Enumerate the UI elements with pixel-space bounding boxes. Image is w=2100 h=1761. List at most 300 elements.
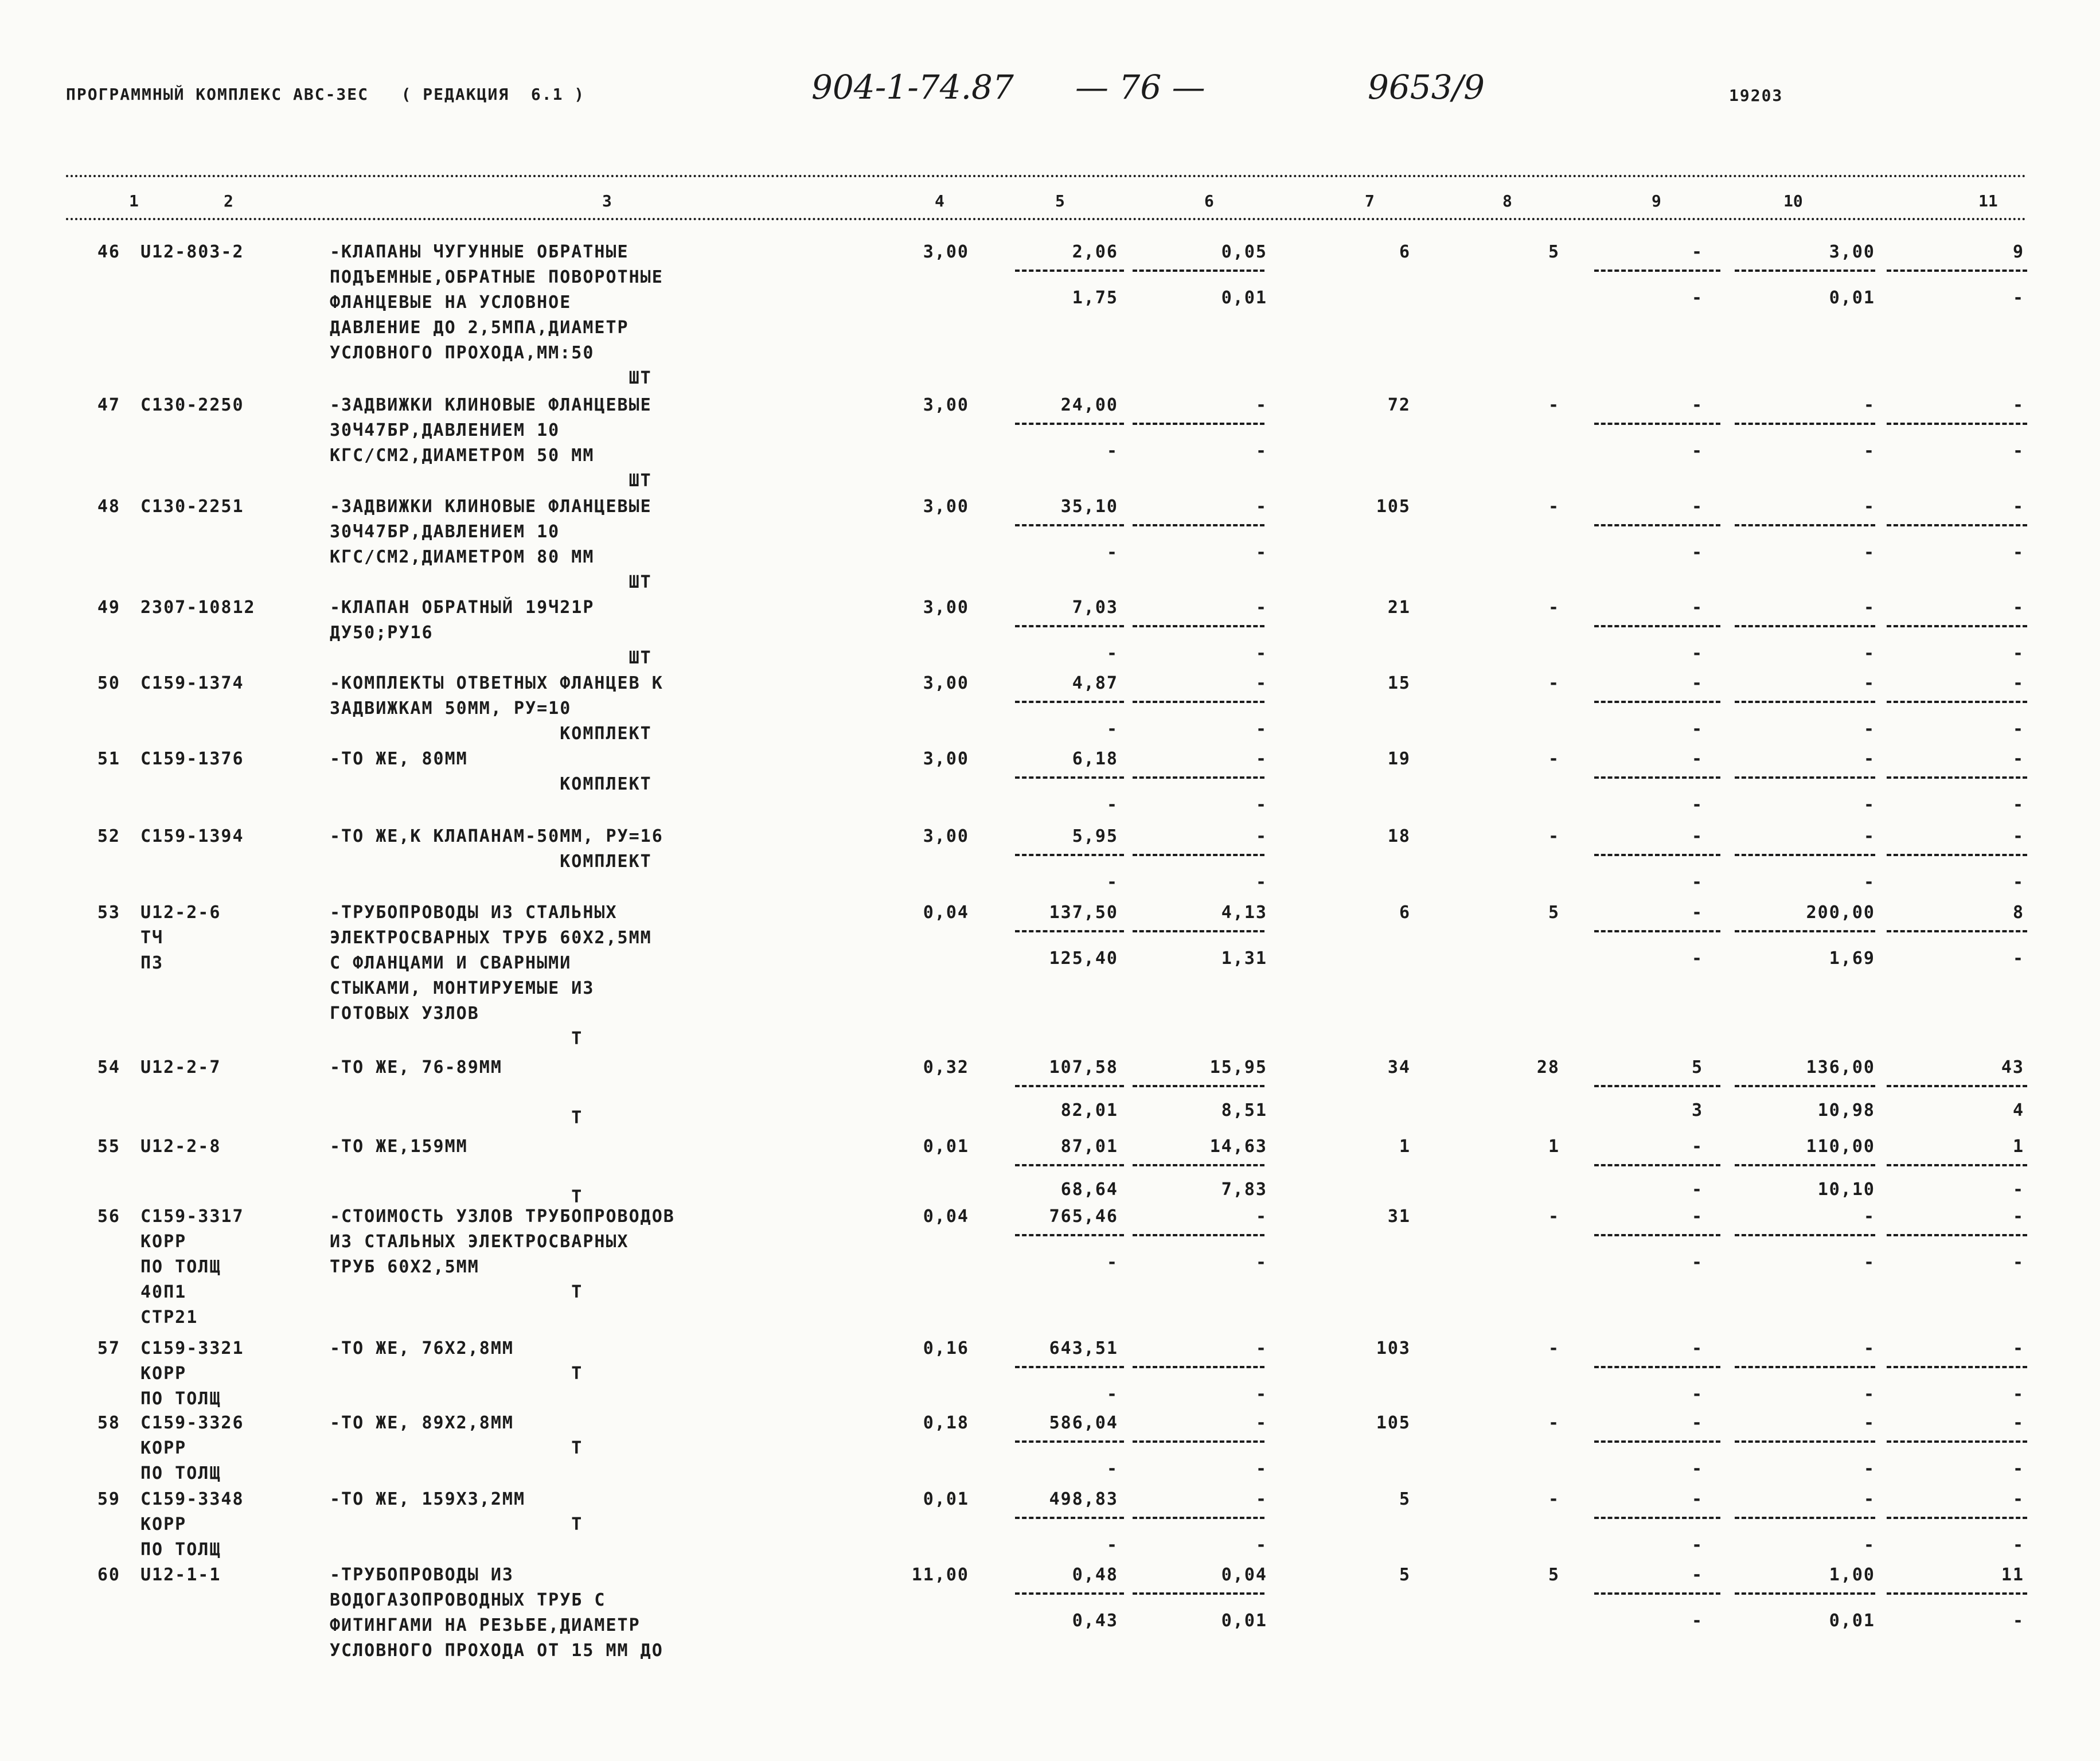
col9-value: -: [1691, 1565, 1703, 1585]
col5-divider: [1015, 1440, 1124, 1443]
row-number: 59: [97, 1489, 120, 1509]
col10-divider: [1735, 776, 1875, 779]
col9-subvalue: -: [1691, 1611, 1703, 1631]
col7-value: 72: [1387, 395, 1411, 415]
resource-code: С159-3321 КОРР ПО ТОЛЩ: [140, 1338, 244, 1409]
col6-divider: [1133, 625, 1264, 627]
col10-value: -: [1863, 598, 1875, 618]
col7-value: 1: [1399, 1137, 1411, 1157]
col6-subvalue: -: [1255, 441, 1267, 461]
col9-divider: [1594, 1234, 1720, 1236]
col5-subvalue: -: [1106, 1384, 1118, 1404]
col5-subvalue: 82,01: [1060, 1100, 1118, 1120]
col11-divider: [1887, 1085, 2027, 1087]
column-number: 6: [1204, 192, 1214, 210]
col6-subvalue: -: [1255, 1252, 1267, 1272]
col11-divider: [1887, 1366, 2027, 1368]
col6-value: 4,13: [1221, 903, 1267, 923]
col9-subvalue: 3: [1691, 1100, 1703, 1120]
col6-value: 14,63: [1209, 1137, 1267, 1157]
col10-value: -: [1863, 395, 1875, 415]
row-number: 53: [97, 903, 120, 923]
col10-value: -: [1863, 826, 1875, 846]
row-number: 55: [97, 1137, 120, 1157]
col10-subvalue: -: [1863, 643, 1875, 663]
col9-divider: [1594, 524, 1720, 526]
resource-description: -ЗАДВИЖКИ КЛИНОВЫЕ ФЛАНЦЕВЫЕ 30Ч47БР,ДАВЛЕНИЕМ 10 КГС/СМ2,ДИАМЕТРОМ 80 ММ ШТ: [330, 497, 652, 592]
col11-divider: [1887, 1517, 2027, 1519]
col10-divider: [1735, 524, 1875, 526]
col6-value: -: [1255, 497, 1267, 517]
col10-subvalue: -: [1863, 1535, 1875, 1555]
quantity-cell: 3,00: [923, 598, 969, 618]
col5-value: 4,87: [1072, 673, 1118, 693]
row-number: 58: [97, 1413, 120, 1433]
col6-divider: [1133, 524, 1264, 526]
document-number: 19203: [1729, 86, 1783, 105]
col11-subvalue: -: [2012, 542, 2024, 563]
col6-subvalue: 7,83: [1221, 1180, 1267, 1200]
col9-value: -: [1691, 598, 1703, 618]
row-number: 46: [97, 242, 120, 262]
col6-divider: [1133, 776, 1264, 779]
resource-description: -ТО ЖЕ, 159Х3,2ММ Т: [330, 1489, 583, 1534]
col7-value: 5: [1399, 1489, 1411, 1509]
handwritten-project-code: 904-1-74.87: [811, 68, 1014, 107]
column-number: 10: [1783, 192, 1803, 210]
col11-divider: [1887, 1592, 2027, 1595]
col11-divider: [1887, 776, 2027, 779]
col6-value: -: [1255, 598, 1267, 618]
col5-subvalue: -: [1106, 1459, 1118, 1479]
col11-divider: [1887, 1440, 2027, 1443]
col5-divider: [1015, 776, 1124, 779]
col6-subvalue: 8,51: [1221, 1100, 1267, 1120]
col11-divider: [1887, 1234, 2027, 1236]
col6-divider: [1133, 423, 1264, 425]
col8-value: -: [1548, 598, 1560, 618]
resource-description: -СТОИМОСТЬ УЗЛОВ ТРУБОПРОВОДОВ ИЗ СТАЛЬНЫХ ЭЛЕКТРОСВАРНЫХ ТРУБ 60Х2,5ММ Т: [330, 1206, 675, 1302]
col10-subvalue: -: [1863, 1384, 1875, 1404]
col9-value: -: [1691, 1206, 1703, 1227]
col5-subvalue: 125,40: [1049, 948, 1118, 969]
col9-value: -: [1691, 1413, 1703, 1433]
col11-subvalue: -: [2012, 795, 2024, 815]
col5-divider: [1015, 423, 1124, 425]
col6-value: 0,04: [1221, 1565, 1267, 1585]
col11-subvalue: -: [2012, 948, 2024, 969]
col5-subvalue: -: [1106, 1535, 1118, 1555]
col10-value: -: [1863, 673, 1875, 693]
col9-value: -: [1691, 749, 1703, 769]
quantity-cell: 3,00: [923, 395, 969, 415]
col8-value: 5: [1548, 903, 1560, 923]
quantity-cell: 11,00: [911, 1565, 969, 1585]
col6-value: -: [1255, 1338, 1267, 1358]
col11-divider: [1887, 270, 2027, 272]
col11-value: -: [2012, 395, 2024, 415]
col8-value: 5: [1548, 1565, 1560, 1585]
col11-value: -: [2012, 497, 2024, 517]
col7-value: 19: [1387, 749, 1411, 769]
col11-value: -: [2012, 1338, 2024, 1358]
col6-subvalue: 1,31: [1221, 948, 1267, 969]
col9-value: -: [1691, 1338, 1703, 1358]
row-number: 57: [97, 1338, 120, 1358]
col5-divider: [1015, 1085, 1124, 1087]
col9-subvalue: -: [1691, 1252, 1703, 1272]
resource-description: -КЛАПАН ОБРАТНЫЙ 19Ч21Р ДУ50;РУ16 ШТ: [330, 598, 652, 668]
row-number: 48: [97, 497, 120, 517]
col5-subvalue: -: [1106, 795, 1118, 815]
resource-code: С159-3317 КОРР ПО ТОЛЩ 40П1 СТР21: [140, 1206, 244, 1327]
col9-divider: [1594, 1164, 1720, 1166]
quantity-cell: 0,32: [923, 1057, 969, 1077]
col9-subvalue: -: [1691, 795, 1703, 815]
col8-value: -: [1548, 1338, 1560, 1358]
col10-divider: [1735, 1366, 1875, 1368]
col7-value: 105: [1376, 497, 1411, 517]
col5-divider: [1015, 930, 1124, 932]
col9-value: -: [1691, 497, 1703, 517]
col6-value: -: [1255, 673, 1267, 693]
col10-value: -: [1863, 749, 1875, 769]
col6-subvalue: -: [1255, 542, 1267, 563]
resource-code: С159-3326 КОРР ПО ТОЛЩ: [140, 1413, 244, 1483]
col10-divider: [1735, 1164, 1875, 1166]
col10-divider: [1735, 701, 1875, 703]
col9-divider: [1594, 625, 1720, 627]
resource-code: С130-2250: [140, 395, 244, 415]
col9-divider: [1594, 1366, 1720, 1368]
resource-code: U12-2-8: [140, 1137, 221, 1157]
col5-value: 24,00: [1060, 395, 1118, 415]
col10-divider: [1735, 1592, 1875, 1595]
resource-code: С130-2251: [140, 497, 244, 517]
col9-subvalue: -: [1691, 542, 1703, 563]
col11-subvalue: -: [2012, 441, 2024, 461]
col6-value: -: [1255, 826, 1267, 846]
col10-subvalue: -: [1863, 719, 1875, 739]
col9-value: -: [1691, 242, 1703, 262]
col6-divider: [1133, 270, 1264, 272]
col8-value: -: [1548, 749, 1560, 769]
quantity-cell: 3,00: [923, 242, 969, 262]
resource-description: -ТО ЖЕ, 80ММ КОМПЛЕКТ: [330, 749, 652, 794]
col5-value: 643,51: [1049, 1338, 1118, 1358]
quantity-cell: 0,04: [923, 1206, 969, 1227]
col10-subvalue: -: [1863, 1459, 1875, 1479]
col9-value: -: [1691, 1137, 1703, 1157]
quantity-cell: 0,16: [923, 1338, 969, 1358]
col9-divider: [1594, 423, 1720, 425]
col5-subvalue: -: [1106, 441, 1118, 461]
col6-subvalue: -: [1255, 719, 1267, 739]
resource-code: С159-3348 КОРР ПО ТОЛЩ: [140, 1489, 244, 1560]
col11-subvalue: -: [2012, 1459, 2024, 1479]
col10-divider: [1735, 270, 1875, 272]
col7-value: 31: [1387, 1206, 1411, 1227]
col6-subvalue: -: [1255, 1384, 1267, 1404]
col11-value: 11: [2001, 1565, 2024, 1585]
resource-code: U12-2-6 ТЧ П3: [140, 903, 221, 973]
col7-value: 34: [1387, 1057, 1411, 1077]
quantity-cell: 3,00: [923, 749, 969, 769]
handwritten-doc-number: 9653/9: [1368, 68, 1485, 107]
col10-value: -: [1863, 1413, 1875, 1433]
col6-subvalue: 0,01: [1221, 1611, 1267, 1631]
col11-divider: [1887, 854, 2027, 856]
col11-subvalue: -: [2012, 1384, 2024, 1404]
col5-value: 5,95: [1072, 826, 1118, 846]
col11-divider: [1887, 1164, 2027, 1166]
col7-value: 5: [1399, 1565, 1411, 1585]
col11-subvalue: -: [2012, 288, 2024, 308]
col9-value: -: [1691, 903, 1703, 923]
resource-description: -ТРУБОПРОВОДЫ ИЗ ВОДОГАЗОПРОВОДНЫХ ТРУБ С ФИТИНГАМИ НА РЕЗЬБЕ,ДИАМЕТР УСЛОВНОГО ПРОХОДА ОТ 15 ММ ДО: [330, 1565, 663, 1661]
row-number: 51: [97, 749, 120, 769]
col11-divider: [1887, 524, 2027, 526]
resource-description: -КЛАПАНЫ ЧУГУННЫЕ ОБРАТНЫЕ ПОДЪЕМНЫЕ,ОБРАТНЫЕ ПОВОРОТНЫЕ ФЛАНЦЕВЫЕ НА УСЛОВНОЕ ДАВЛЕНИЕ ДО 2,5МПА,ДИАМЕТР УСЛОВНОГО ПРОХОДА,ММ:50 ШТ: [330, 242, 663, 388]
program-header: ПРОГРАММНЫЙ КОМПЛЕКС АВС-3ЕС ( РЕДАКЦИЯ 6.1 ): [66, 85, 585, 104]
col6-divider: [1133, 701, 1264, 703]
col9-divider: [1594, 270, 1720, 272]
col10-subvalue: -: [1863, 1252, 1875, 1272]
column-number: 8: [1502, 192, 1512, 210]
col11-value: -: [2012, 749, 2024, 769]
col11-value: -: [2012, 598, 2024, 618]
col5-subvalue: -: [1106, 542, 1118, 563]
col8-value: -: [1548, 1489, 1560, 1509]
col6-subvalue: -: [1255, 1459, 1267, 1479]
column-number: 1: [129, 192, 139, 210]
col5-divider: [1015, 625, 1124, 627]
col9-divider: [1594, 1085, 1720, 1087]
col10-subvalue: 10,10: [1817, 1180, 1875, 1200]
resource-description: -ТО ЖЕ,159ММ Т: [330, 1137, 583, 1207]
col6-subvalue: -: [1255, 872, 1267, 892]
col11-divider: [1887, 625, 2027, 627]
col11-value: -: [2012, 673, 2024, 693]
col7-value: 18: [1387, 826, 1411, 846]
col11-subvalue: -: [2012, 643, 2024, 663]
col6-subvalue: -: [1255, 1535, 1267, 1555]
col9-value: -: [1691, 1489, 1703, 1509]
column-number: 3: [602, 192, 612, 210]
row-number: 49: [97, 598, 120, 618]
col8-value: -: [1548, 395, 1560, 415]
col9-divider: [1594, 1517, 1720, 1519]
col10-value: -: [1863, 1206, 1875, 1227]
col9-divider: [1594, 854, 1720, 856]
resource-code: U12-2-7: [140, 1057, 221, 1077]
col6-value: -: [1255, 749, 1267, 769]
col6-divider: [1133, 1592, 1264, 1595]
col11-divider: [1887, 701, 2027, 703]
col5-subvalue: -: [1106, 872, 1118, 892]
resource-description: -ЗАДВИЖКИ КЛИНОВЫЕ ФЛАНЦЕВЫЕ 30Ч47БР,ДАВЛЕНИЕМ 10 КГС/СМ2,ДИАМЕТРОМ 50 ММ ШТ: [330, 395, 652, 491]
col7-value: 6: [1399, 242, 1411, 262]
col6-divider: [1133, 1085, 1264, 1087]
col10-value: 136,00: [1806, 1057, 1875, 1077]
col9-value: -: [1691, 395, 1703, 415]
row-number: 60: [97, 1565, 120, 1585]
col10-divider: [1735, 1234, 1875, 1236]
row-number: 52: [97, 826, 120, 846]
col7-value: 105: [1376, 1413, 1411, 1433]
col8-value: -: [1548, 497, 1560, 517]
resource-description: -ТО ЖЕ, 76Х2,8ММ Т: [330, 1338, 583, 1384]
col10-value: -: [1863, 1338, 1875, 1358]
col10-value: -: [1863, 497, 1875, 517]
resource-description: -ТО ЖЕ,К КЛАПАНАМ-50ММ, РУ=16 КОМПЛЕКТ: [330, 826, 663, 872]
col5-divider: [1015, 1164, 1124, 1166]
col10-divider: [1735, 625, 1875, 627]
column-number: 5: [1055, 192, 1065, 210]
col10-value: 200,00: [1806, 903, 1875, 923]
row-number: 50: [97, 673, 120, 693]
col11-subvalue: -: [2012, 1611, 2024, 1631]
col6-value: -: [1255, 395, 1267, 415]
col5-divider: [1015, 1234, 1124, 1236]
col5-subvalue: 68,64: [1060, 1180, 1118, 1200]
col11-divider: [1887, 423, 2027, 425]
col10-subvalue: -: [1863, 872, 1875, 892]
col8-value: -: [1548, 1413, 1560, 1433]
col5-divider: [1015, 1366, 1124, 1368]
col11-value: 43: [2001, 1057, 2024, 1077]
column-number: 9: [1652, 192, 1661, 210]
col5-value: 2,06: [1072, 242, 1118, 262]
col5-value: 586,04: [1049, 1413, 1118, 1433]
col5-divider: [1015, 1592, 1124, 1595]
row-number: 54: [97, 1057, 120, 1077]
col8-value: -: [1548, 826, 1560, 846]
col6-subvalue: -: [1255, 795, 1267, 815]
col8-value: 28: [1536, 1057, 1560, 1077]
col6-divider: [1133, 1234, 1264, 1236]
quantity-cell: 0,01: [923, 1489, 969, 1509]
col11-subvalue: -: [2012, 1535, 2024, 1555]
resource-description: -ТО ЖЕ, 76-89ММ Т: [330, 1057, 583, 1128]
col9-divider: [1594, 701, 1720, 703]
col10-value: 3,00: [1829, 242, 1875, 262]
resource-description: -ТО ЖЕ, 89Х2,8ММ Т: [330, 1413, 583, 1458]
col5-subvalue: -: [1106, 1252, 1118, 1272]
col11-value: 1: [2012, 1137, 2024, 1157]
col8-value: -: [1548, 1206, 1560, 1227]
resource-code: С159-1374: [140, 673, 244, 693]
col7-value: 6: [1399, 903, 1411, 923]
col7-value: 21: [1387, 598, 1411, 618]
quantity-cell: 0,18: [923, 1413, 969, 1433]
col5-value: 0,48: [1072, 1565, 1118, 1585]
col10-value: 1,00: [1829, 1565, 1875, 1585]
col6-divider: [1133, 1440, 1264, 1443]
col9-value: -: [1691, 826, 1703, 846]
col6-value: -: [1255, 1206, 1267, 1227]
col11-value: 9: [2012, 242, 2024, 262]
col6-divider: [1133, 1517, 1264, 1519]
resource-code: U12-1-1: [140, 1565, 221, 1585]
resource-code: С159-1394: [140, 826, 244, 846]
col6-value: 0,05: [1221, 242, 1267, 262]
col10-divider: [1735, 423, 1875, 425]
col8-value: 1: [1548, 1137, 1560, 1157]
col11-subvalue: -: [2012, 872, 2024, 892]
col9-divider: [1594, 1440, 1720, 1443]
col5-subvalue: 1,75: [1072, 288, 1118, 308]
resource-code: 2307-10812: [140, 598, 256, 618]
col7-value: 15: [1387, 673, 1411, 693]
col5-value: 35,10: [1060, 497, 1118, 517]
column-number: 2: [224, 192, 233, 210]
col10-subvalue: 1,69: [1829, 948, 1875, 969]
col9-subvalue: -: [1691, 1535, 1703, 1555]
column-number: 7: [1365, 192, 1375, 210]
col11-subvalue: -: [2012, 1180, 2024, 1200]
col6-value: -: [1255, 1489, 1267, 1509]
col10-subvalue: 0,01: [1829, 288, 1875, 308]
col10-subvalue: -: [1863, 441, 1875, 461]
col5-value: 7,03: [1072, 598, 1118, 618]
col5-value: 6,18: [1072, 749, 1118, 769]
col11-value: 8: [2012, 903, 2024, 923]
col8-value: 5: [1548, 242, 1560, 262]
col5-divider: [1015, 270, 1124, 272]
col5-value: 87,01: [1060, 1137, 1118, 1157]
col8-value: -: [1548, 673, 1560, 693]
col9-value: 5: [1691, 1057, 1703, 1077]
col6-divider: [1133, 1366, 1264, 1368]
col5-subvalue: 0,43: [1072, 1611, 1118, 1631]
col6-subvalue: 0,01: [1221, 288, 1267, 308]
quantity-cell: 3,00: [923, 673, 969, 693]
resource-description: -КОМПЛЕКТЫ ОТВЕТНЫХ ФЛАНЦЕВ К ЗАДВИЖКАМ 50ММ, РУ=10 КОМПЛЕКТ: [330, 673, 663, 744]
col11-subvalue: -: [2012, 1252, 2024, 1272]
col11-value: -: [2012, 1489, 2024, 1509]
row-number: 56: [97, 1206, 120, 1227]
column-number: 11: [1978, 192, 1998, 210]
col9-subvalue: -: [1691, 1459, 1703, 1479]
col10-divider: [1735, 1440, 1875, 1443]
col9-subvalue: -: [1691, 1180, 1703, 1200]
page-number: — 76 —: [1075, 68, 1205, 107]
col5-value: 765,46: [1049, 1206, 1118, 1227]
col9-subvalue: -: [1691, 1384, 1703, 1404]
col11-value: -: [2012, 826, 2024, 846]
col9-divider: [1594, 930, 1720, 932]
col5-divider: [1015, 524, 1124, 526]
quantity-cell: 3,00: [923, 497, 969, 517]
col9-subvalue: -: [1691, 948, 1703, 969]
col11-divider: [1887, 930, 2027, 932]
quantity-cell: 0,04: [923, 903, 969, 923]
col7-value: 103: [1376, 1338, 1411, 1358]
col10-subvalue: 10,98: [1817, 1100, 1875, 1120]
col9-subvalue: -: [1691, 643, 1703, 663]
col10-divider: [1735, 1085, 1875, 1087]
header-rule-bottom: [66, 218, 2027, 220]
col6-subvalue: -: [1255, 643, 1267, 663]
row-number: 47: [97, 395, 120, 415]
col6-divider: [1133, 930, 1264, 932]
col5-divider: [1015, 1517, 1124, 1519]
col10-subvalue: -: [1863, 542, 1875, 563]
col11-subvalue: -: [2012, 719, 2024, 739]
col5-value: 498,83: [1049, 1489, 1118, 1509]
resource-description: -ТРУБОПРОВОДЫ ИЗ СТАЛЬНЫХ ЭЛЕКТРОСВАРНЫХ ТРУБ 60Х2,5ММ С ФЛАНЦАМИ И СВАРНЫМИ СТЫКАМИ, МОНТИРУЕМЫЕ ИЗ ГОТОВЫХ УЗЛОВ Т: [330, 903, 652, 1049]
